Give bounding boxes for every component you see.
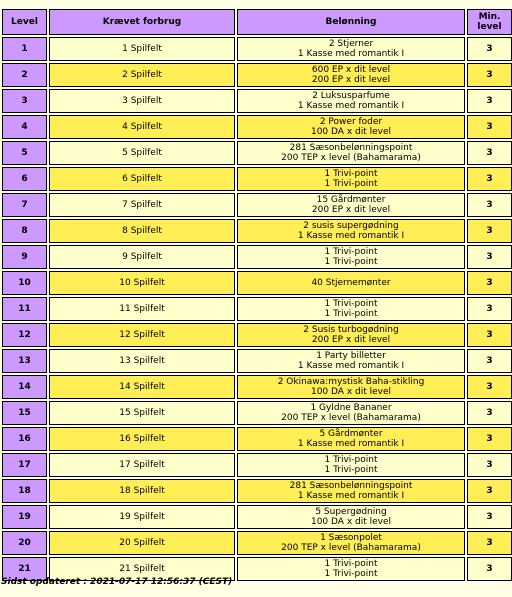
row-required: 16 Spilfelt: [49, 427, 235, 451]
reward-line-1: 15 Gårdmønter: [316, 195, 386, 205]
row-required: 9 Spilfelt: [49, 245, 235, 269]
row-min-level: 3: [467, 531, 512, 555]
reward-line-2: 1 Trivi-point: [324, 179, 378, 189]
row-min-level: 3: [467, 271, 512, 295]
levels-table: [0, 7, 512, 583]
reward-line-2: 1 Trivi-point: [324, 257, 378, 267]
row-required: 11 Spilfelt: [49, 297, 235, 321]
row-level: 13: [2, 349, 47, 373]
reward-line-1: 1 Trivi-point: [324, 299, 378, 309]
reward-line-2: 100 DA x dit level: [310, 387, 392, 397]
row-required: 15 Spilfelt: [49, 401, 235, 425]
table-row: [2, 193, 512, 217]
row-level: 3: [2, 89, 47, 113]
reward-line-1: 281 Sæsonbelønningspoint: [289, 481, 413, 491]
row-required: 4 Spilfelt: [49, 115, 235, 139]
reward-line-2: 200 EP x dit level: [311, 335, 391, 345]
row-required: 19 Spilfelt: [49, 505, 235, 529]
row-min-level: 3: [467, 453, 512, 477]
row-level: 15: [2, 401, 47, 425]
reward-line-1: 1 Trivi-point: [324, 455, 378, 465]
row-min-level: 3: [467, 401, 512, 425]
table-row: [2, 427, 512, 451]
row-reward: [237, 89, 465, 113]
row-min-level: 3: [467, 323, 512, 347]
reward-line-1: 2 susis supergødning: [303, 221, 399, 231]
reward-line-2: 200 TEP x level (Bahamarama): [281, 413, 421, 423]
row-required: 1 Spilfelt: [49, 37, 235, 61]
row-level: 9: [2, 245, 47, 269]
reward-line-2: 1 Kasse med romantik I: [297, 439, 405, 449]
row-level: 18: [2, 479, 47, 503]
row-required: 2 Spilfelt: [49, 63, 235, 87]
row-reward: [237, 557, 465, 581]
row-required: 7 Spilfelt: [49, 193, 235, 217]
row-level: 10: [2, 271, 47, 295]
row-level: 21: [2, 557, 47, 581]
row-min-level: 3: [467, 141, 512, 165]
row-min-level: 3: [467, 167, 512, 191]
last-updated: Sidst opdateret : 2021-07-17 12:56:37 (CEST): [1, 577, 233, 587]
row-min-level: 3: [467, 37, 512, 61]
row-reward: [237, 297, 465, 321]
table-row: [2, 219, 512, 243]
row-required: 21 Spilfelt: [49, 557, 235, 581]
reward-line-2: 1 Kasse med romantik I: [297, 49, 405, 59]
row-required: 6 Spilfelt: [49, 167, 235, 191]
row-level: 12: [2, 323, 47, 347]
reward-line-2: 200 TEP x level (Bahamarama): [281, 543, 421, 553]
reward-line-1: 281 Sæsonbelønningspoint: [289, 143, 413, 153]
row-required: 8 Spilfelt: [49, 219, 235, 243]
row-reward: [237, 193, 465, 217]
table-row: [2, 401, 512, 425]
row-reward: [237, 479, 465, 503]
table-row: [2, 271, 512, 295]
header-row: [2, 9, 512, 35]
table-row: [2, 89, 512, 113]
reward-line-1: 40 Stjernemønter: [311, 278, 391, 288]
table-row: [2, 349, 512, 373]
row-required: 14 Spilfelt: [49, 375, 235, 399]
row-reward: [237, 141, 465, 165]
row-level: 14: [2, 375, 47, 399]
table-row: [2, 375, 512, 399]
reward-line-2: 200 EP x dit level: [311, 205, 391, 215]
row-reward: [237, 323, 465, 347]
reward-line-2: 1 Kasse med romantik I: [297, 101, 405, 111]
table-row: [2, 115, 512, 139]
row-required: 12 Spilfelt: [49, 323, 235, 347]
row-level: 20: [2, 531, 47, 555]
row-min-level: 3: [467, 63, 512, 87]
row-required: 10 Spilfelt: [49, 271, 235, 295]
table-row: [2, 297, 512, 321]
row-level: 16: [2, 427, 47, 451]
row-min-level: 3: [467, 193, 512, 217]
header-reward: Belønning: [237, 9, 465, 35]
table-row: [2, 453, 512, 477]
row-required: 18 Spilfelt: [49, 479, 235, 503]
table-row: [2, 323, 512, 347]
row-min-level: 3: [467, 479, 512, 503]
reward-line-2: 1 Kasse med romantik I: [297, 361, 405, 371]
table-row: [2, 479, 512, 503]
reward-line-1: 5 Supergødning: [315, 507, 387, 517]
reward-line-1: 600 EP x dit level: [311, 65, 391, 75]
row-min-level: 3: [467, 375, 512, 399]
reward-line-2: 1 Trivi-point: [324, 569, 378, 579]
row-required: 3 Spilfelt: [49, 89, 235, 113]
row-reward: [237, 401, 465, 425]
reward-line-2: 100 DA x dit level: [310, 127, 392, 137]
row-min-level: 3: [467, 505, 512, 529]
table-row: [2, 167, 512, 191]
reward-line-2: 1 Trivi-point: [324, 309, 378, 319]
row-reward: [237, 37, 465, 61]
row-min-level: 3: [467, 427, 512, 451]
row-required: 20 Spilfelt: [49, 531, 235, 555]
reward-line-1: 1 Trivi-point: [324, 247, 378, 257]
row-reward: [237, 531, 465, 555]
header-required: Krævet forbrug: [49, 9, 235, 35]
row-reward: [237, 167, 465, 191]
row-min-level: 3: [467, 115, 512, 139]
row-level: 2: [2, 63, 47, 87]
row-level: 7: [2, 193, 47, 217]
reward-line-2: 1 Trivi-point: [324, 465, 378, 475]
row-reward: [237, 63, 465, 87]
row-level: 5: [2, 141, 47, 165]
row-min-level: 3: [467, 89, 512, 113]
row-reward: [237, 115, 465, 139]
header-level: Level: [2, 9, 47, 35]
row-required: 5 Spilfelt: [49, 141, 235, 165]
table-row: [2, 245, 512, 269]
row-min-level: 3: [467, 349, 512, 373]
reward-line-2: 1 Kasse med romantik I: [297, 491, 405, 501]
row-level: 4: [2, 115, 47, 139]
row-reward: [237, 505, 465, 529]
row-level: 11: [2, 297, 47, 321]
row-level: 6: [2, 167, 47, 191]
row-reward: [237, 453, 465, 477]
row-min-level: 3: [467, 557, 512, 581]
row-min-level: 3: [467, 219, 512, 243]
reward-line-1: 1 Party billetter: [316, 351, 386, 361]
reward-line-1: 1 Trivi-point: [324, 559, 378, 569]
row-required: 17 Spilfelt: [49, 453, 235, 477]
reward-line-1: 2 Stjerner: [328, 39, 374, 49]
row-min-level: 3: [467, 297, 512, 321]
table-row: [2, 37, 512, 61]
reward-line-1: 2 Luksusparfume: [312, 91, 390, 101]
table-row: [2, 531, 512, 555]
reward-line-2: 100 DA x dit level: [310, 517, 392, 527]
row-required: 13 Spilfelt: [49, 349, 235, 373]
table-body: [2, 37, 512, 581]
reward-line-2: 200 TEP x level (Bahamarama): [281, 153, 421, 163]
row-reward: [237, 245, 465, 269]
reward-line-1: 2 Okinawa:mystisk Baha-stikling: [277, 377, 425, 387]
row-level: 8: [2, 219, 47, 243]
reward-line-2: 1 Kasse med romantik I: [297, 231, 405, 241]
row-min-level: 3: [467, 245, 512, 269]
table-row: [2, 63, 512, 87]
table-row: [2, 505, 512, 529]
row-reward: [237, 375, 465, 399]
row-level: 17: [2, 453, 47, 477]
reward-line-1: 2 Power foder: [319, 117, 383, 127]
reward-line-1: 5 Gårdmønter: [319, 429, 383, 439]
header-min-level: Min. level: [467, 9, 512, 35]
reward-line-1: 1 Trivi-point: [324, 169, 378, 179]
reward-line-1: 1 Sæsonpolet: [320, 533, 382, 543]
row-level: 1: [2, 37, 47, 61]
row-reward: [237, 219, 465, 243]
reward-line-2: 200 EP x dit level: [311, 75, 391, 85]
row-level: 19: [2, 505, 47, 529]
reward-line-1: 2 Susis turbogødning: [303, 325, 399, 335]
row-reward: [237, 349, 465, 373]
table-row: [2, 141, 512, 165]
row-reward: [237, 427, 465, 451]
row-reward: [237, 271, 465, 295]
reward-line-1: 1 Gyldne Bananer: [310, 403, 392, 413]
